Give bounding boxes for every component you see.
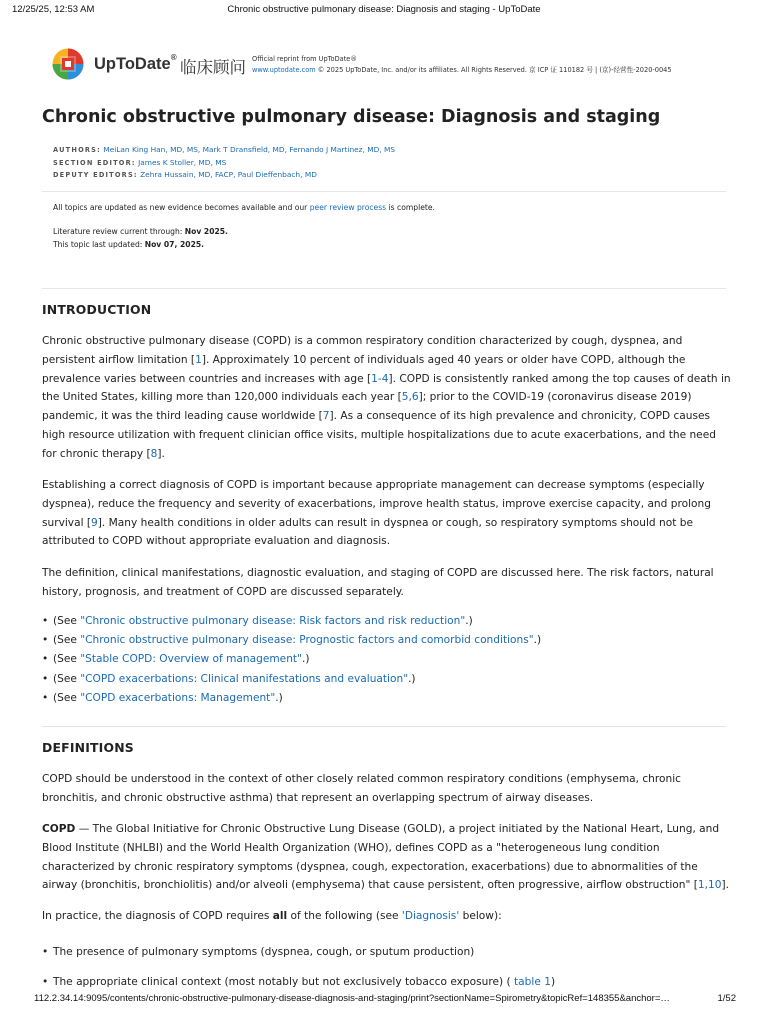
reference-link[interactable]: 1-4 <box>371 372 389 385</box>
contributors <box>53 144 395 182</box>
see-also-item: • (See "COPD exacerbations: Management".) <box>42 689 732 708</box>
see-also-item: • (See "COPD exacerbations: Clinical manifestations and evaluation".) <box>42 670 732 689</box>
diagnosis-criteria-list <box>42 937 732 997</box>
deputy-editor-link[interactable]: Paul Dieffenbach, MD <box>237 170 317 180</box>
see-also-link[interactable]: "COPD exacerbations: Clinical manifestations and evaluation" <box>80 672 409 685</box>
text-segment: Establishing a correct diagnosis of COPD is important because appropriate management can decrease symptoms (especially dyspnea), reduce the frequency and severity of exacerbations, improve health status, improve exercise capacity, and prolong survival [ <box>42 479 711 529</box>
author-link[interactable]: MeiLan King Han, MD, MS <box>103 145 198 154</box>
page-number: 1/52 <box>717 993 736 1004</box>
print-header <box>0 0 768 20</box>
section-editor-link[interactable]: James K Stoller, MD, MS <box>138 157 227 167</box>
text-segment: ) <box>550 976 556 988</box>
deputy-editors-row: DEPUTY EDITORS: Zehra Hussain, MD, FACP, Paul Dieffenbach, MD <box>53 170 317 180</box>
text-segment: ]. Approximately 10 percent of individuals aged 40 years or older have COPD, although the prevalence varies between countries and increases with age [ <box>42 353 686 385</box>
print-page-title: Chronic obstructive pulmonary disease: Diagnosis and staging - UpToDate <box>227 4 541 15</box>
authors-label: AUTHORS: <box>53 146 101 154</box>
introduction-heading: INTRODUCTION <box>42 302 152 317</box>
section-editor-row <box>53 157 395 170</box>
reprint-copyright: © 2025 UpToDate, Inc. and/or its affiliates. All Rights Reserved. 京 ICP 证 110182 号 | (京)-经营性-2020-0045 <box>315 66 672 74</box>
document-title: Chronic obstructive pulmonary disease: Diagnosis and staging <box>42 107 661 127</box>
introduction-paragraph <box>42 332 732 464</box>
author-link[interactable]: Fernando J Martinez, MD, MS <box>289 145 396 154</box>
text-segment: The appropriate clinical context (most notably but not exclusively tobacco exposure) ( <box>53 976 515 988</box>
diagnosis-requirements-paragraph <box>42 907 732 926</box>
divider <box>42 726 726 727</box>
text-segment: ]. <box>157 447 165 460</box>
section-editor-label: SECTION EDITOR: <box>53 158 136 167</box>
text-segment: below): <box>459 910 502 922</box>
reference-link[interactable]: 8 <box>150 447 158 460</box>
see-also-link[interactable]: "Chronic obstructive pulmonary disease: Prognostic factors and comorbid conditions" <box>80 634 534 647</box>
divider <box>42 191 726 192</box>
peer-review-link[interactable]: peer review process <box>309 203 387 212</box>
reference-link[interactable]: 1,10 <box>697 879 722 892</box>
reference-link[interactable]: table 1 <box>514 976 551 988</box>
text-segment: Chronic obstructive pulmonary disease (COPD) is a common respiratory condition characterized by cough, dyspnea, and persistent airflow limitation [ <box>42 335 683 366</box>
emphasis-text: all <box>272 910 288 922</box>
copd-definition-paragraph <box>42 820 732 895</box>
introduction-paragraph <box>42 564 732 602</box>
reprint-line1: Official reprint from UpToDate® <box>252 55 357 63</box>
deputy-editor-link[interactable]: Zehra Hussain, MD, FACP <box>140 170 234 180</box>
literature-review-date: Literature review current through: Nov 2025. <box>53 227 228 236</box>
reference-link[interactable]: 9 <box>91 516 98 529</box>
text-segment: ]. COPD is consistently ranked among the top causes of death in the United States, killing more than 120,000 individuals each year [ <box>42 372 731 404</box>
text-segment: of the following (see <box>287 910 402 922</box>
text-segment: ]. Many health conditions in older adults can result in dyspnea or cough, so respiratory symptoms should not be attributed to COPD without appropriate evaluation and diagnosis. <box>42 516 693 548</box>
uptodate-site-link[interactable]: www.uptodate.com <box>252 66 316 74</box>
text-segment: ]; prior to the COVID-19 (coronavirus disease 2019) pandemic, it was the third leading cause worldwide [ <box>42 391 692 423</box>
print-datetime: 12/25/25, 12:53 AM <box>12 4 95 15</box>
definitions-heading: DEFINITIONS <box>42 740 134 755</box>
see-also-link[interactable]: "Stable COPD: Overview of management" <box>80 653 302 666</box>
criteria-item <box>42 937 732 967</box>
author-link[interactable]: Mark T Dransfield, MD <box>202 145 285 154</box>
text-segment: COPD should be understood in the context of other closely related common respiratory conditions (emphysema, chronic bronchitis, and chronic obstructive asthma) that represent an overlapping spectrum of airway diseases. <box>42 773 681 804</box>
definitions-paragraph <box>42 770 732 808</box>
print-url: 112.2.34.14:9095/contents/chronic-obstructive-pulmonary-disease-diagnosis-and-staging/print?sectionName=Spirometry&topicRef=148355&anchor=… <box>34 993 670 1004</box>
see-also-link[interactable]: "COPD exacerbations: Management" <box>80 691 276 704</box>
update-note: All topics are updated as new evidence becomes available and our peer review process is complete. <box>53 203 435 212</box>
text-segment: In practice, the diagnosis of COPD requires <box>42 910 273 922</box>
reference-link[interactable]: 1 <box>195 353 202 366</box>
see-also-link[interactable]: "Chronic obstructive pulmonary disease: Risk factors and risk reduction" <box>80 615 466 627</box>
reference-link[interactable]: 'Diagnosis' <box>401 910 460 922</box>
brand-name: UpToDate® <box>94 53 177 73</box>
see-also-item: • (See "Chronic obstructive pulmonary disease: Risk factors and risk reduction".) <box>42 612 732 631</box>
text-segment: ]. <box>721 879 729 892</box>
authors-row: AUTHORS: MeiLan King Han, MD, MS, Mark T Dransfield, MD, Fernando J Martinez, MD, MS <box>53 145 396 154</box>
brand-name-cn: 临床顾问 <box>180 58 246 77</box>
see-also-item: • (See "Stable COPD: Overview of management".) <box>42 650 732 669</box>
text-segment: The presence of pulmonary symptoms (dyspnea, cough, or sputum production) <box>53 946 475 958</box>
divider <box>42 288 726 289</box>
see-also-list <box>42 612 732 708</box>
reference-link[interactable]: 5,6 <box>401 391 419 404</box>
text-segment: — The Global Initiative for Chronic Obstructive Lung Disease (GOLD), a project initiated by the National Heart, Lung, and Blood Institute (NHLBI) and the World Health Organization (WHO), defines COPD as a "heterogeneous lung condition characterized by chronic respiratory symptoms (dyspnea, cough, expectoration, exacerbations) due to abnormalities of the airway (bronchitis, bronchiolitis) and/or alveoli (emphysema) that cause persistent, often progressive, airflow obstruction" [ <box>42 823 720 892</box>
emphasis-text: COPD <box>42 823 76 835</box>
reference-link[interactable]: 7 <box>322 410 330 423</box>
text-segment: ]. As a consequence of its high prevalence and chronicity, COPD causes high resource utilization with frequent clinician office visits, multiple hospitalizations due to acute exacerbations, and the need for chronic therapy [ <box>42 410 716 460</box>
reprint-notice <box>252 54 672 76</box>
text-segment: The definition, clinical manifestations, diagnostic evaluation, and staging of COPD are discussed here. The risk factors, natural history, prognosis, and treatment of COPD are discussed separately. <box>42 567 714 598</box>
introduction-paragraph <box>42 476 732 551</box>
uptodate-logo-icon <box>52 48 84 80</box>
print-footer <box>0 993 768 1009</box>
last-updated-date: This topic last updated: Nov 07, 2025. <box>53 240 205 249</box>
see-also-item: • (See "Chronic obstructive pulmonary disease: Prognostic factors and comorbid conditions".) <box>42 631 732 650</box>
deputy-editors-label: DEPUTY EDITORS: <box>53 171 138 180</box>
